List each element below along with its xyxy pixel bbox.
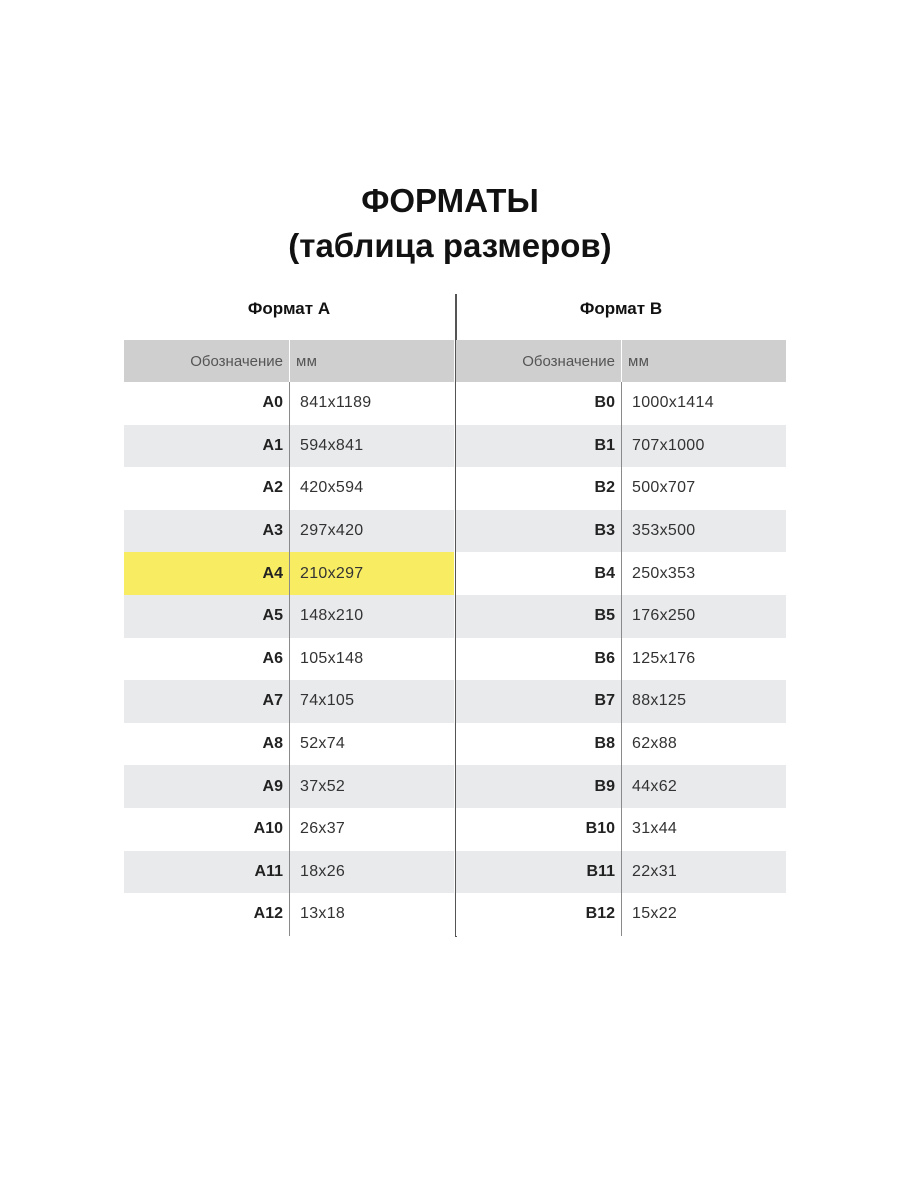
table-row [456,893,786,936]
format-code: A10 [124,808,290,851]
table-row [456,765,786,808]
format-size: 297x420 [300,522,364,540]
format-size: 125x176 [632,649,696,667]
format-code: A12 [124,893,290,936]
table-row [124,893,454,936]
format-size: 707x1000 [632,436,705,454]
format-code: B1 [456,425,622,468]
format-code: A4 [124,552,290,595]
format-size: 18x26 [300,862,346,880]
format-code: A8 [124,723,290,766]
format-code: B0 [456,382,622,425]
table-row [124,680,454,723]
format-size: 31x44 [632,820,678,838]
format-code: A3 [124,510,290,553]
format-code: B6 [456,638,622,681]
format-size: 420x594 [300,479,364,497]
format-size: 52x74 [300,735,346,753]
table-row [456,467,786,510]
format-code: B11 [456,851,622,894]
format-size: 44x62 [632,777,678,795]
format-size: 841x1189 [300,394,372,412]
table-row [124,382,454,425]
column-header-designation: Обозначение [124,340,290,382]
format-size: 22x31 [632,862,678,880]
table-row [456,808,786,851]
format-size: 250x353 [632,564,696,582]
table-row-highlighted [124,552,454,595]
table-row [124,765,454,808]
table-header-row [456,340,786,382]
table-row [456,595,786,638]
table-row [124,851,454,894]
format-size: 62x88 [632,735,678,753]
table-row [456,638,786,681]
table-row [456,552,786,595]
format-size: 353x500 [632,522,696,540]
table-row [124,510,454,553]
table-header-row [124,340,454,382]
format-b-table [456,340,786,936]
column-header-mm: мм [296,352,318,370]
format-size: 148x210 [300,607,364,625]
table-row [456,425,786,468]
page-title: ФОРМАТЫ [361,182,539,219]
format-code: A1 [124,425,290,468]
format-size: 88x125 [632,692,687,710]
column-header-mm: мм [628,352,650,370]
format-size: 594x841 [300,436,364,454]
format-size: 13x18 [300,905,346,923]
format-a-table [124,340,454,936]
format-code: B10 [456,808,622,851]
column-header-designation: Обозначение [456,340,622,382]
table-row [456,723,786,766]
table-row [456,680,786,723]
format-code: A7 [124,680,290,723]
format-size: 15x22 [632,905,678,923]
format-size: 26x37 [300,820,346,838]
format-code: B7 [456,680,622,723]
table-row [456,851,786,894]
format-code: B4 [456,552,622,595]
format-code: A5 [124,595,290,638]
format-b-heading: Формат В [579,299,663,318]
table-row [124,723,454,766]
format-size: 74x105 [300,692,355,710]
table-row [124,808,454,851]
format-code: B3 [456,510,622,553]
table-row [124,638,454,681]
table-row [456,510,786,553]
format-a-heading: Формат А [247,299,331,318]
format-size: 37x52 [300,777,346,795]
format-code: A11 [124,851,290,894]
table-row [456,382,786,425]
format-code: A0 [124,382,290,425]
table-row [124,595,454,638]
table-row [124,467,454,510]
format-code: A2 [124,467,290,510]
format-code: B9 [456,765,622,808]
format-size: 210x297 [300,564,364,582]
format-code: B5 [456,595,622,638]
format-size: 1000x1414 [632,394,714,412]
format-code: A9 [124,765,290,808]
format-size: 105x148 [300,649,364,667]
format-code: B8 [456,723,622,766]
format-size: 500x707 [632,479,696,497]
format-code: B2 [456,467,622,510]
format-code: B12 [456,893,622,936]
table-row [124,425,454,468]
format-code: A6 [124,638,290,681]
format-size: 176x250 [632,607,696,625]
page-subtitle: (таблица размеров) [288,227,612,264]
